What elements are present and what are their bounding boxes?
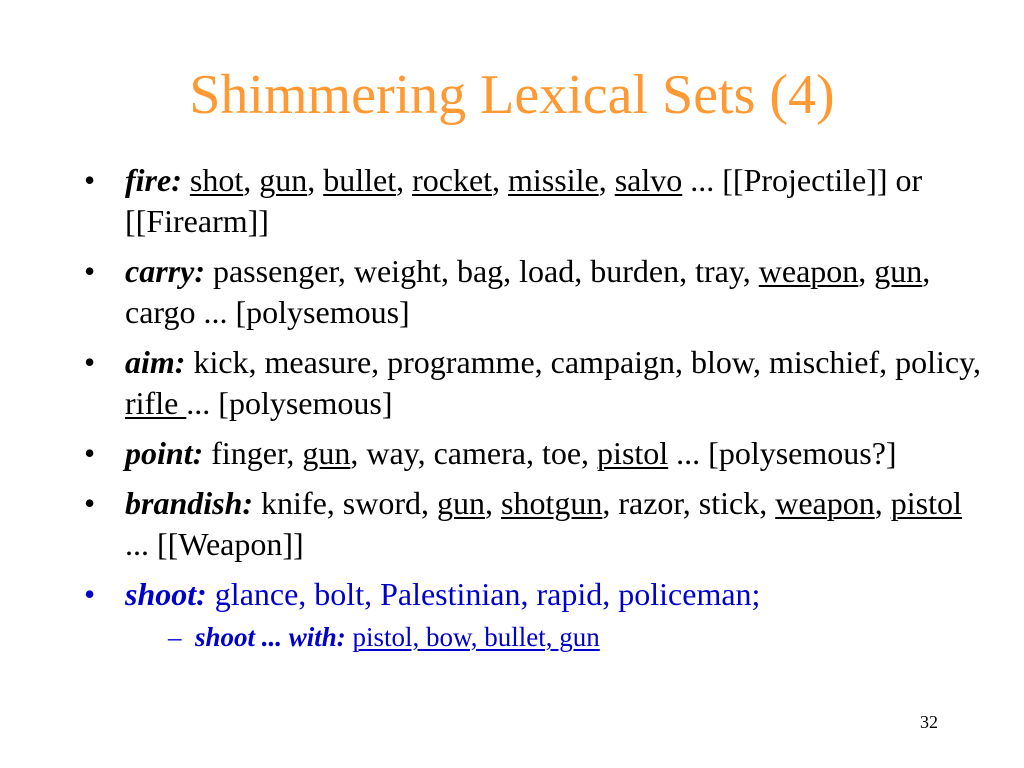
- underlined-word: weapon: [758, 253, 859, 289]
- bullet-marker: •: [84, 253, 96, 289]
- bullet-headword: point:: [125, 435, 204, 471]
- underlined-word: weapon: [775, 485, 875, 521]
- bullet-headword: carry:: [125, 253, 205, 289]
- bullet-text: ,: [492, 162, 509, 198]
- bullet-text: glance, bolt, Palestinian, rapid, policeman;: [206, 576, 761, 612]
- bullet-item: [84, 160, 984, 242]
- bullet-headword: brandish:: [125, 485, 254, 521]
- underlined-word: rocket: [412, 162, 493, 198]
- sub-bullet-marker: –: [168, 622, 182, 652]
- bullet-headword: aim:: [125, 344, 186, 380]
- bullet-text: ,: [598, 162, 615, 198]
- bullet-text: ,: [243, 162, 260, 198]
- underlined-word: shotgun: [501, 485, 603, 521]
- sub-bullet-headword: shoot ... with:: [195, 622, 346, 652]
- bullet-text: ... [[Projectile]] or [[Firearm]]: [125, 162, 923, 239]
- bullet-headword: shoot:: [125, 576, 207, 612]
- bullet-text: ... [polysemous]: [186, 385, 393, 421]
- bullet-text: finger,: [203, 435, 303, 471]
- bullet-text: ... [[Weapon]]: [125, 526, 304, 562]
- bullet-item: [84, 251, 984, 333]
- bullet-text: ,: [307, 162, 324, 198]
- bullet-text: ,: [396, 162, 413, 198]
- underlined-word: gun: [874, 253, 923, 289]
- bullet-marker: •: [84, 485, 96, 521]
- bullet-text: ,: [485, 485, 502, 521]
- bullet-marker: •: [84, 162, 96, 198]
- bullet-item: [84, 433, 984, 474]
- bullet-list: [84, 160, 984, 654]
- bullet-text: , cargo ... [polysemous]: [125, 253, 931, 330]
- bullet-marker: •: [84, 435, 96, 471]
- bullet-text: [182, 162, 190, 198]
- underlined-word: rifle: [125, 385, 187, 421]
- bullet-text: , razor, stick,: [602, 485, 776, 521]
- page-number: 32: [920, 712, 938, 732]
- underlined-word: salvo: [614, 162, 683, 198]
- bullet-text: knife, sword,: [253, 485, 438, 521]
- bullet-headword: fire:: [125, 162, 182, 198]
- underlined-word: pistol: [890, 485, 962, 521]
- bullet-text: passenger, weight, bag, load, burden, tray,: [204, 253, 759, 289]
- bullet-text: , way, camera, toe,: [350, 435, 598, 471]
- bullet-text: [346, 622, 353, 652]
- bullet-text: ,: [874, 485, 891, 521]
- bullet-item: [84, 483, 984, 565]
- underlined-word: shot: [189, 162, 244, 198]
- underlined-word: gun: [437, 485, 486, 521]
- underlined-word: bullet: [323, 162, 397, 198]
- underlined-word: gun: [302, 435, 351, 471]
- sub-bullet-item: [168, 620, 984, 654]
- slide-title: Shimmering Lexical Sets (4): [189, 64, 835, 126]
- bullet-item: [84, 574, 984, 615]
- bullet-marker: •: [84, 576, 96, 612]
- bullet-text: ,: [858, 253, 875, 289]
- underlined-word: gun: [259, 162, 308, 198]
- bullet-marker: •: [84, 344, 96, 380]
- underlined-word: pistol: [597, 435, 669, 471]
- bullet-item: [84, 342, 984, 424]
- bullet-text: kick, measure, programme, campaign, blow, mischief, policy,: [185, 344, 982, 380]
- bullet-text: ... [polysemous?]: [668, 435, 897, 471]
- underlined-word: pistol, bow, bullet, gun: [352, 622, 600, 652]
- underlined-word: missile: [508, 162, 599, 198]
